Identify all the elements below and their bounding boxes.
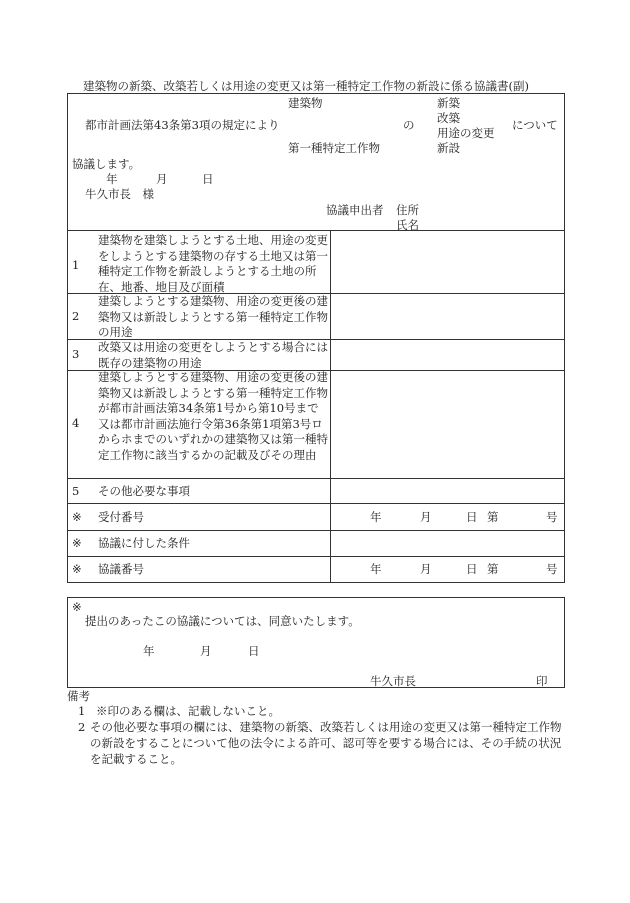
conditions-label: 協議に付した条件 — [98, 536, 190, 550]
item-number: 2 — [72, 309, 80, 323]
about-label: について — [512, 118, 558, 132]
receipt-go: 号 — [546, 510, 558, 524]
address-label: 住所 — [396, 203, 419, 217]
agreement-year: 年 — [370, 562, 382, 576]
addressee: 牛久市長 様 — [85, 187, 154, 201]
row-divider — [67, 230, 565, 231]
act-new-build: 新築 — [437, 96, 460, 110]
receipt-year: 年 — [370, 510, 382, 524]
agreement-dai: 第 — [487, 562, 499, 576]
item-text: その他必要な事項 — [98, 484, 190, 498]
receipt-day: 日 — [466, 510, 478, 524]
consent-day: 日 — [248, 644, 260, 658]
agreement-day: 日 — [466, 562, 478, 576]
consent-mayor: 牛久市長 — [370, 674, 416, 688]
office-mark: ※ — [72, 536, 82, 550]
date-day: 日 — [202, 172, 214, 186]
date-month: 月 — [156, 172, 168, 186]
agreement-label: 協議番号 — [98, 562, 144, 576]
row-divider — [67, 503, 565, 504]
receipt-month: 月 — [420, 510, 432, 524]
consent-box — [67, 597, 565, 688]
agreement-month: 月 — [420, 562, 432, 576]
column-divider — [330, 230, 331, 583]
item-text: 建築しようとする建築物、用途の変更後の建築物又は新設しようとする第一種特定工作物が都市計画法第34条第1号から第10号まで又は都市計画法施行令第36条第1項第3号ロからホまでのいずれかの建築物又は第一種特定工作物に該当するかの記載及びその理由 — [98, 370, 328, 462]
act-change-use: 用途の変更 — [437, 126, 495, 140]
row-divider — [67, 530, 565, 531]
row-divider — [67, 556, 565, 557]
note-text: ※印のある欄は、記載しないこと。 — [96, 704, 280, 718]
item-text: 建築しようとする建築物、用途の変更後の建築物又は新設しようとする第一種特定工作物の用途 — [98, 294, 328, 339]
item-text: 建築物を建築しようとする土地、用途の変更をしようとする建築物の存する土地又は第一種特定工作物を新設しようとする土地の所在、地番、地目及び面積 — [98, 233, 328, 294]
item-number: 5 — [72, 484, 80, 498]
item-number: 1 — [72, 258, 80, 272]
receipt-dai: 第 — [487, 510, 499, 524]
name-label: 氏名 — [396, 218, 419, 232]
item-text: 改築又は用途の変更をしようとする場合には既存の建築物の用途 — [98, 340, 328, 370]
particle-no: の — [403, 118, 415, 132]
agreement-go: 号 — [546, 562, 558, 576]
date-year: 年 — [106, 172, 118, 186]
consent-year: 年 — [143, 644, 155, 658]
act-new-install: 新設 — [437, 141, 460, 155]
kind-structure: 第一種特定工作物 — [288, 141, 380, 155]
kind-building: 建築物 — [288, 96, 323, 110]
notes-heading: 備考 — [67, 689, 90, 703]
consent-mark: ※ — [72, 600, 82, 614]
office-mark: ※ — [72, 510, 82, 524]
act-rebuild: 改築 — [437, 111, 460, 125]
consent-month: 月 — [200, 644, 212, 658]
note-number: 2 — [78, 720, 86, 734]
item-number: 4 — [72, 416, 80, 430]
seal-mark: 印 — [536, 674, 548, 688]
note-text: その他必要な事項の欄には、建築物の新築、改築若しくは用途の変更又は第一種特定工作物の新設をすることについて他の法令による許可、認可等を要する場合には、その手続の状況を記載すること。 — [90, 720, 562, 766]
consent-text: 提出のあったこの協議については、同意いたします。 — [85, 614, 360, 628]
applicant-label: 協議申出者 — [326, 203, 384, 217]
row-divider — [67, 478, 565, 479]
item-number: 3 — [72, 347, 80, 361]
office-mark: ※ — [72, 562, 82, 576]
header-intro: 都市計画法第43条第3項の規定により — [85, 118, 280, 132]
note-number: 1 — [78, 704, 86, 718]
closing-text: 協議します。 — [72, 157, 141, 171]
document-title: 建築物の新築、改築若しくは用途の変更又は第一種特定工作物の新設に係る協議書(副) — [83, 79, 529, 93]
receipt-label: 受付番号 — [98, 510, 144, 524]
